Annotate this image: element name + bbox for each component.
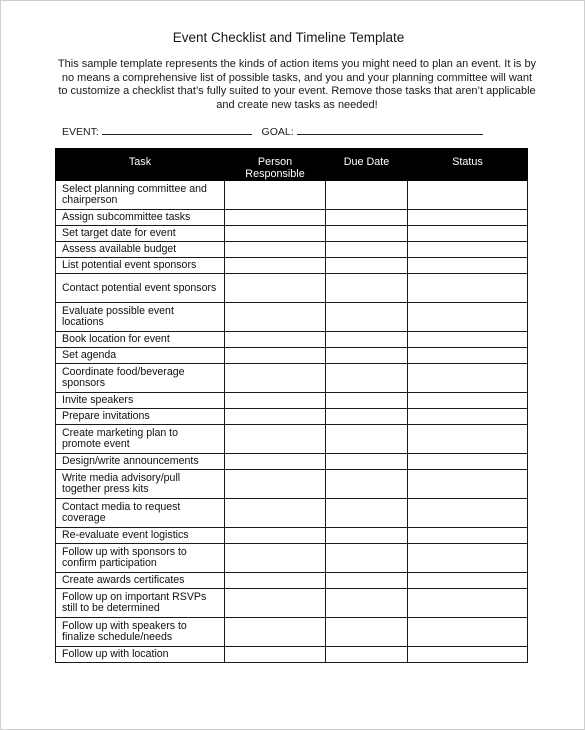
person-responsible-cell[interactable] — [225, 499, 326, 528]
due-date-cell[interactable] — [326, 242, 408, 258]
table-row — [56, 573, 528, 589]
person-responsible-cell[interactable] — [225, 528, 326, 544]
table-row — [56, 499, 528, 528]
status-cell[interactable] — [408, 528, 528, 544]
table-row — [56, 647, 528, 663]
header-status: Status — [408, 149, 528, 181]
due-date-cell[interactable] — [326, 618, 408, 647]
person-responsible-cell[interactable] — [225, 303, 326, 332]
task-cell: Create marketing plan to promote event — [56, 425, 225, 454]
person-responsible-cell[interactable] — [225, 409, 326, 425]
checklist-table — [55, 148, 528, 663]
due-date-cell[interactable] — [326, 470, 408, 499]
table-row — [56, 258, 528, 274]
status-cell[interactable] — [408, 499, 528, 528]
due-date-cell[interactable] — [326, 528, 408, 544]
status-cell[interactable] — [408, 258, 528, 274]
table-row — [56, 364, 528, 393]
table-row — [56, 425, 528, 454]
event-field-line — [102, 125, 252, 135]
table-row — [56, 454, 528, 470]
due-date-cell[interactable] — [326, 303, 408, 332]
person-responsible-cell[interactable] — [225, 226, 326, 242]
person-responsible-cell[interactable] — [225, 258, 326, 274]
status-cell[interactable] — [408, 348, 528, 364]
person-responsible-cell[interactable] — [225, 425, 326, 454]
status-cell[interactable] — [408, 332, 528, 348]
status-cell[interactable] — [408, 470, 528, 499]
header-task: Task — [56, 149, 225, 181]
due-date-cell[interactable] — [326, 499, 408, 528]
due-date-cell[interactable] — [326, 258, 408, 274]
status-cell[interactable] — [408, 242, 528, 258]
table-row — [56, 409, 528, 425]
task-cell: Follow up with location — [56, 647, 225, 663]
task-cell: Follow up with speakers to finalize schedule/needs — [56, 618, 225, 647]
person-responsible-cell[interactable] — [225, 393, 326, 409]
task-cell: Coordinate food/beverage sponsors — [56, 364, 225, 393]
goal-label: GOAL: — [261, 126, 294, 138]
status-cell[interactable] — [408, 618, 528, 647]
person-responsible-cell[interactable] — [225, 332, 326, 348]
table-row — [56, 181, 528, 210]
due-date-cell[interactable] — [326, 425, 408, 454]
task-cell: Contact media to request coverage — [56, 499, 225, 528]
event-goal-fields — [62, 125, 483, 138]
due-date-cell[interactable] — [326, 589, 408, 618]
task-cell: Assess available budget — [56, 242, 225, 258]
task-cell: Follow up with sponsors to confirm participation — [56, 544, 225, 573]
table-row — [56, 589, 528, 618]
due-date-cell[interactable] — [326, 409, 408, 425]
table-body — [56, 181, 528, 663]
due-date-cell[interactable] — [326, 647, 408, 663]
person-responsible-cell[interactable] — [225, 210, 326, 226]
due-date-cell[interactable] — [326, 226, 408, 242]
task-cell: Write media advisory/pull together press kits — [56, 470, 225, 499]
due-date-cell[interactable] — [326, 210, 408, 226]
due-date-cell[interactable] — [326, 274, 408, 303]
header-person-responsible: Person Responsible — [225, 149, 326, 181]
person-responsible-cell[interactable] — [225, 364, 326, 393]
table-row — [56, 332, 528, 348]
table-row — [56, 528, 528, 544]
table-row — [56, 242, 528, 258]
status-cell[interactable] — [408, 393, 528, 409]
task-cell: Set agenda — [56, 348, 225, 364]
task-cell: Contact potential event sponsors — [56, 274, 225, 303]
status-cell[interactable] — [408, 210, 528, 226]
intro-paragraph: This sample template represents the kinds of action items you might need to plan an event. It is by no means a comprehensive list of possible tasks, and you and your planning committee will want to customize a checklist that’s fully suited to your event. Remove those tasks that aren’t applicable and create new tasks as needed! — [57, 58, 537, 111]
status-cell[interactable] — [408, 454, 528, 470]
header-due-date: Due Date — [326, 149, 408, 181]
due-date-cell[interactable] — [326, 364, 408, 393]
task-cell: Select planning committee and chairperson — [56, 181, 225, 210]
task-cell: Assign subcommittee tasks — [56, 210, 225, 226]
task-cell: Follow up on important RSVPs still to be determined — [56, 589, 225, 618]
table-row — [56, 226, 528, 242]
task-cell: Book location for event — [56, 332, 225, 348]
table-row — [56, 470, 528, 499]
due-date-cell[interactable] — [326, 544, 408, 573]
due-date-cell[interactable] — [326, 181, 408, 210]
task-cell: Prepare invitations — [56, 409, 225, 425]
task-cell: Evaluate possible event locations — [56, 303, 225, 332]
task-cell: List potential event sponsors — [56, 258, 225, 274]
table-row — [56, 303, 528, 332]
person-responsible-cell[interactable] — [225, 589, 326, 618]
status-cell[interactable] — [408, 364, 528, 393]
status-cell[interactable] — [408, 409, 528, 425]
due-date-cell[interactable] — [326, 348, 408, 364]
person-responsible-cell[interactable] — [225, 544, 326, 573]
table-row — [56, 348, 528, 364]
status-cell[interactable] — [408, 181, 528, 210]
table-header-row — [56, 149, 528, 181]
person-responsible-cell[interactable] — [225, 470, 326, 499]
person-responsible-cell[interactable] — [225, 647, 326, 663]
goal-field-line — [297, 125, 483, 135]
task-cell: Set target date for event — [56, 226, 225, 242]
person-responsible-cell[interactable] — [225, 618, 326, 647]
table-row — [56, 544, 528, 573]
task-cell: Design/write announcements — [56, 454, 225, 470]
status-cell[interactable] — [408, 303, 528, 332]
task-cell: Create awards certificates — [56, 573, 225, 589]
status-cell[interactable] — [408, 226, 528, 242]
status-cell[interactable] — [408, 647, 528, 663]
table-row — [56, 393, 528, 409]
status-cell[interactable] — [408, 274, 528, 303]
person-responsible-cell[interactable] — [225, 242, 326, 258]
person-responsible-cell[interactable] — [225, 274, 326, 303]
table-row — [56, 274, 528, 303]
document-title: Event Checklist and Timeline Template — [172, 30, 405, 45]
status-cell[interactable] — [408, 589, 528, 618]
status-cell[interactable] — [408, 544, 528, 573]
due-date-cell[interactable] — [326, 332, 408, 348]
status-cell[interactable] — [408, 425, 528, 454]
table-row — [56, 210, 528, 226]
person-responsible-cell[interactable] — [225, 348, 326, 364]
task-cell: Invite speakers — [56, 393, 225, 409]
due-date-cell[interactable] — [326, 454, 408, 470]
table-row — [56, 618, 528, 647]
event-label: EVENT: — [62, 126, 99, 138]
person-responsible-cell[interactable] — [225, 454, 326, 470]
task-cell: Re-evaluate event logistics — [56, 528, 225, 544]
due-date-cell[interactable] — [326, 573, 408, 589]
due-date-cell[interactable] — [326, 393, 408, 409]
status-cell[interactable] — [408, 573, 528, 589]
person-responsible-cell[interactable] — [225, 573, 326, 589]
person-responsible-cell[interactable] — [225, 181, 326, 210]
